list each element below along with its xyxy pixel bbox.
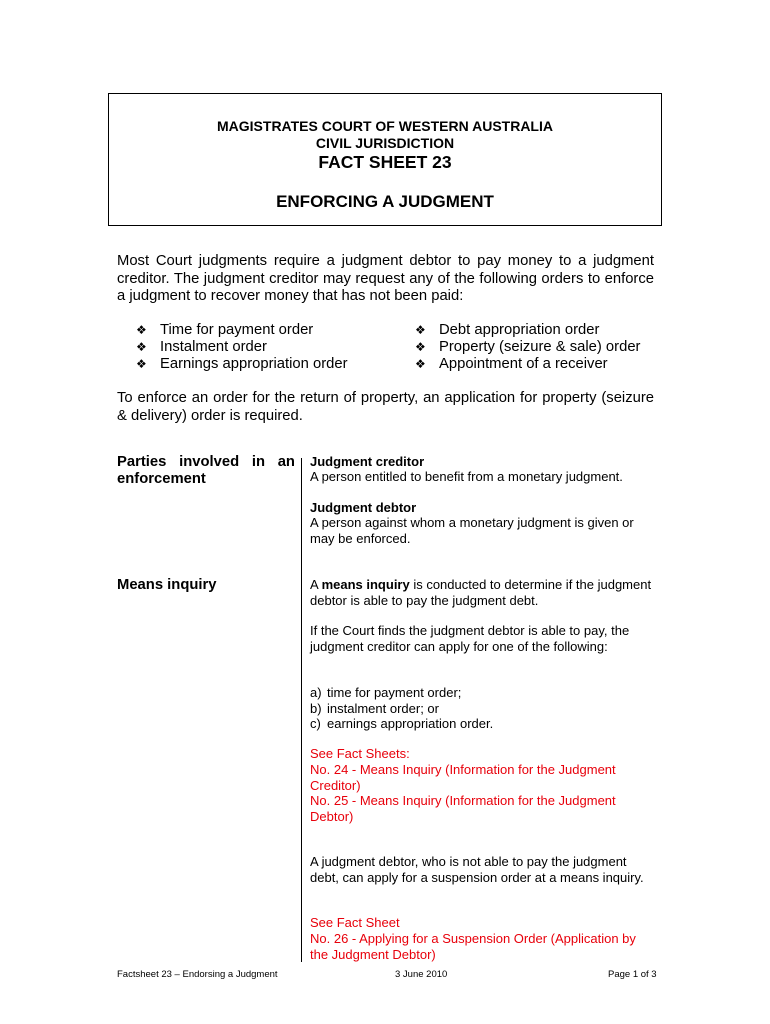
debtor-title: Judgment debtor: [310, 500, 417, 515]
list-item: [415, 339, 640, 356]
footer-date: 3 June 2010: [395, 969, 448, 980]
diamond-bullet-icon: ❖: [415, 357, 426, 371]
list-item: [310, 701, 655, 717]
property-paragraph: To enforce an order for the return of property, an application for property (seizure & delivery) order is required.: [117, 390, 654, 424]
term-bold: means inquiry: [321, 577, 410, 592]
list-item: [415, 322, 640, 339]
order-label: Property (seizure & sale) order: [439, 339, 641, 355]
jurisdiction: CIVIL JURISDICTION: [315, 135, 455, 151]
means-inquiry-heading: Means inquiry: [117, 577, 217, 593]
see-fact-sheets-label: See Fact Sheets:: [310, 746, 410, 761]
order-label: Earnings appropriation order: [160, 356, 348, 372]
orders-list-left: [136, 322, 348, 373]
means-inquiry-paragraph-1: [310, 577, 655, 608]
fact-sheet-reference-25: No. 25 - Means Inquiry (Information for the Judgment Debtor): [310, 793, 616, 824]
order-label: Instalment order: [160, 339, 267, 355]
option-text: earnings appropriation order.: [327, 716, 494, 731]
heading-word: Parties: [117, 454, 167, 470]
column-divider: [301, 458, 302, 962]
option-text: time for payment order;: [327, 685, 462, 700]
parties-heading: [117, 454, 295, 488]
suspension-paragraph: A judgment debtor, who is not able to pay the judgment debt, can apply for a suspension order at a means inquiry.: [310, 854, 644, 885]
fact-sheet-reference-24: No. 24 - Means Inquiry (Information for the Judgment Creditor): [310, 762, 616, 793]
footer-document-name: Factsheet 23 – Endorsing a Judgment: [117, 969, 278, 980]
intro-paragraph: Most Court judgments require a judgment debtor to pay money to a judgment creditor. The judgment creditor may request any of the following orders to enforce a judgment to recover money that has not been paid:: [117, 253, 654, 304]
diamond-bullet-icon: ❖: [415, 323, 426, 337]
fact-sheet-number: FACT SHEET 23: [318, 152, 452, 172]
text-segment: A: [310, 577, 322, 592]
diamond-bullet-icon: ❖: [136, 323, 147, 337]
title-box: [108, 93, 662, 226]
debtor-definition: A person against whom a monetary judgment is given or may be enforced.: [310, 515, 634, 546]
heading-word: involved: [179, 454, 240, 470]
list-item: [310, 716, 655, 732]
parties-heading-line2: enforcement: [117, 471, 206, 487]
order-label: Appointment of a receiver: [439, 356, 608, 372]
order-label: Debt appropriation order: [439, 322, 600, 338]
text-segment: is conducted to determine if the judgment debtor is able to pay the judgment debt.: [310, 577, 652, 608]
creditor-title: Judgment creditor: [310, 454, 425, 469]
parties-heading-line1: [117, 454, 295, 471]
see-fact-sheet-label: See Fact Sheet: [310, 915, 400, 930]
list-item: [136, 339, 348, 356]
list-letter: a): [310, 685, 322, 700]
order-label: Time for payment order: [160, 322, 314, 338]
options-list: [310, 685, 655, 732]
heading-word: an: [277, 454, 295, 470]
list-letter: b): [310, 700, 322, 716]
list-item: [310, 685, 655, 701]
list-item: [136, 356, 348, 373]
list-item: [415, 356, 640, 373]
diamond-bullet-icon: ❖: [415, 340, 426, 354]
option-text: instalment order; or: [327, 700, 439, 716]
heading-word: in: [251, 454, 265, 470]
orders-list-right: [415, 322, 640, 373]
means-inquiry-paragraph-2: If the Court finds the judgment debtor is able to pay, the judgment creditor can apply for one of the following:: [310, 623, 630, 654]
list-letter: c): [310, 716, 321, 731]
court-name: MAGISTRATES COURT OF WESTERN AUSTRALIA: [217, 118, 553, 134]
document-title: ENFORCING A JUDGMENT: [276, 192, 494, 211]
diamond-bullet-icon: ❖: [136, 357, 147, 371]
footer-page-number: Page 1 of 3: [608, 969, 657, 980]
fact-sheet-reference-26: No. 26 - Applying for a Suspension Order (Application by the Judgment Debtor): [310, 931, 636, 962]
diamond-bullet-icon: ❖: [136, 340, 147, 354]
list-item: [136, 322, 348, 339]
creditor-definition: A person entitled to benefit from a monetary judgment.: [310, 469, 623, 484]
